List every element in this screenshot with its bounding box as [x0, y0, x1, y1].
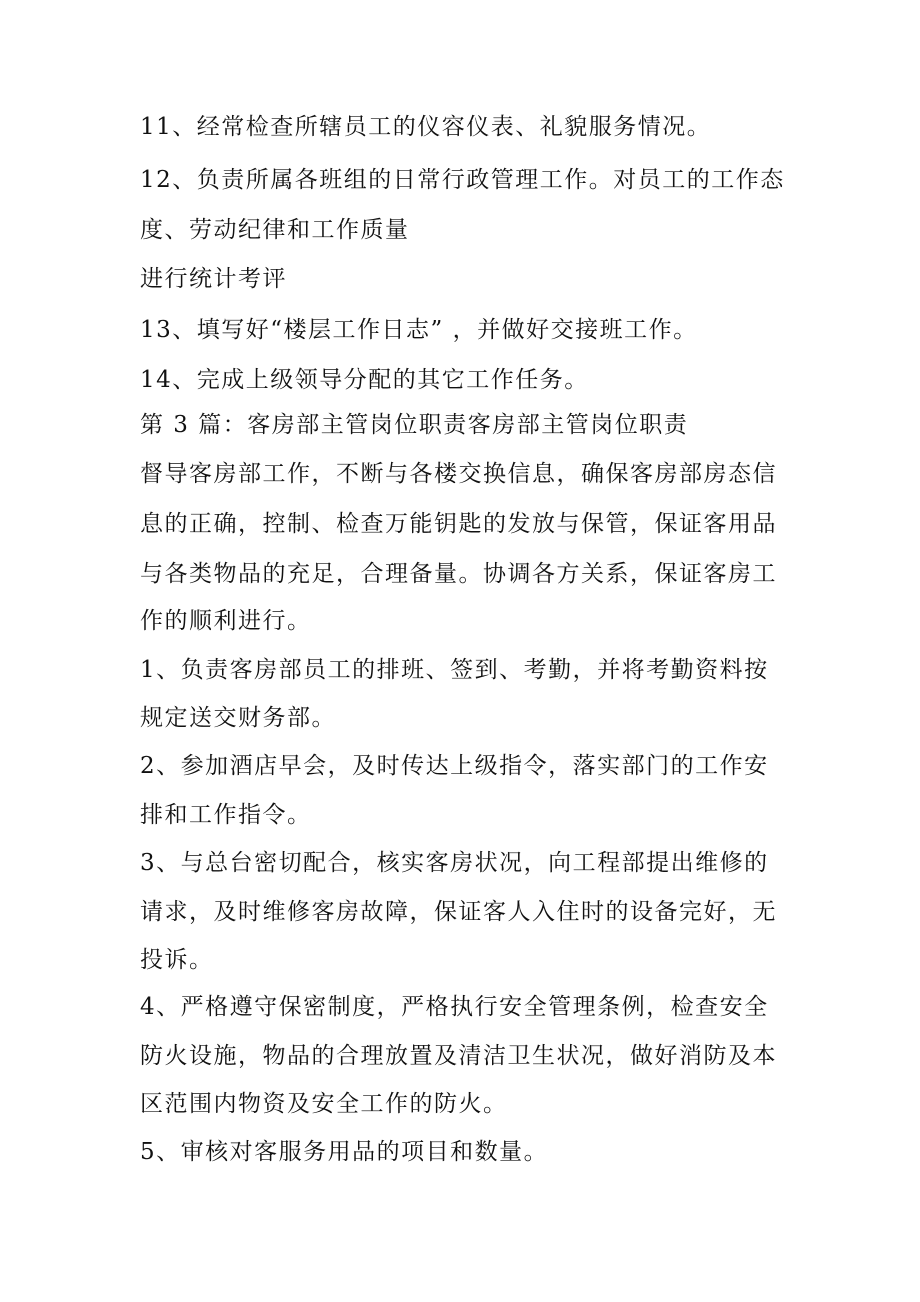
text-line: 规定送交财务部。 — [140, 705, 336, 731]
text-line: 12、负责所属各班组的日常行政管理工作。对员工的工作态 — [140, 167, 785, 193]
text-line: 督导客房部工作，不断与各楼交换信息，确保客房部房态信 — [140, 461, 777, 487]
text-line: 作的顺利进行。 — [140, 608, 312, 634]
text-line: 11、经常检查所辖员工的仪容仪表、礼貌服务情况。 — [140, 114, 712, 140]
text-line: 14、完成上级领导分配的其它工作任务。 — [140, 367, 589, 393]
text-line: 3、与总台密切配合，核实客房状况，向工程部提出维修的 — [140, 850, 769, 876]
text-line: 2、参加酒店早会，及时传达上级指令，落实部门的工作安 — [140, 753, 769, 779]
text-line: 13、填写好“楼层工作日志” ，并做好交接班工作。 — [140, 317, 698, 343]
text-line: 请求，及时维修客房故障，保证客人入住时的设备完好，无 — [140, 899, 777, 925]
text-line: 区范围内物资及安全工作的防火。 — [140, 1091, 508, 1117]
text-line: 4、严格遵守保密制度，严格执行安全管理条例，检查安全 — [140, 994, 769, 1020]
section-heading: 第 3 篇：客房部主管岗位职责客房部主管岗位职责 — [140, 412, 689, 438]
text-line: 度、劳动纪律和工作质量 — [140, 217, 410, 243]
text-line: 1、负责客房部员工的排班、签到、考勤，并将考勤资料按 — [140, 657, 769, 683]
text-line: 息的正确，控制、检查万能钥匙的发放与保管，保证客用品 — [140, 511, 777, 537]
text-line: 进行统计考评 — [140, 266, 287, 292]
text-line: 5、审核对客服务用品的项目和数量。 — [140, 1139, 549, 1165]
text-line: 投诉。 — [140, 947, 214, 973]
text-line: 防火设施，物品的合理放置及清洁卫生状况，做好消防及本 — [140, 1043, 777, 1069]
text-line: 与各类物品的充足，合理备量。协调各方关系，保证客房工 — [140, 561, 777, 587]
text-line: 排和工作指令。 — [140, 802, 312, 828]
